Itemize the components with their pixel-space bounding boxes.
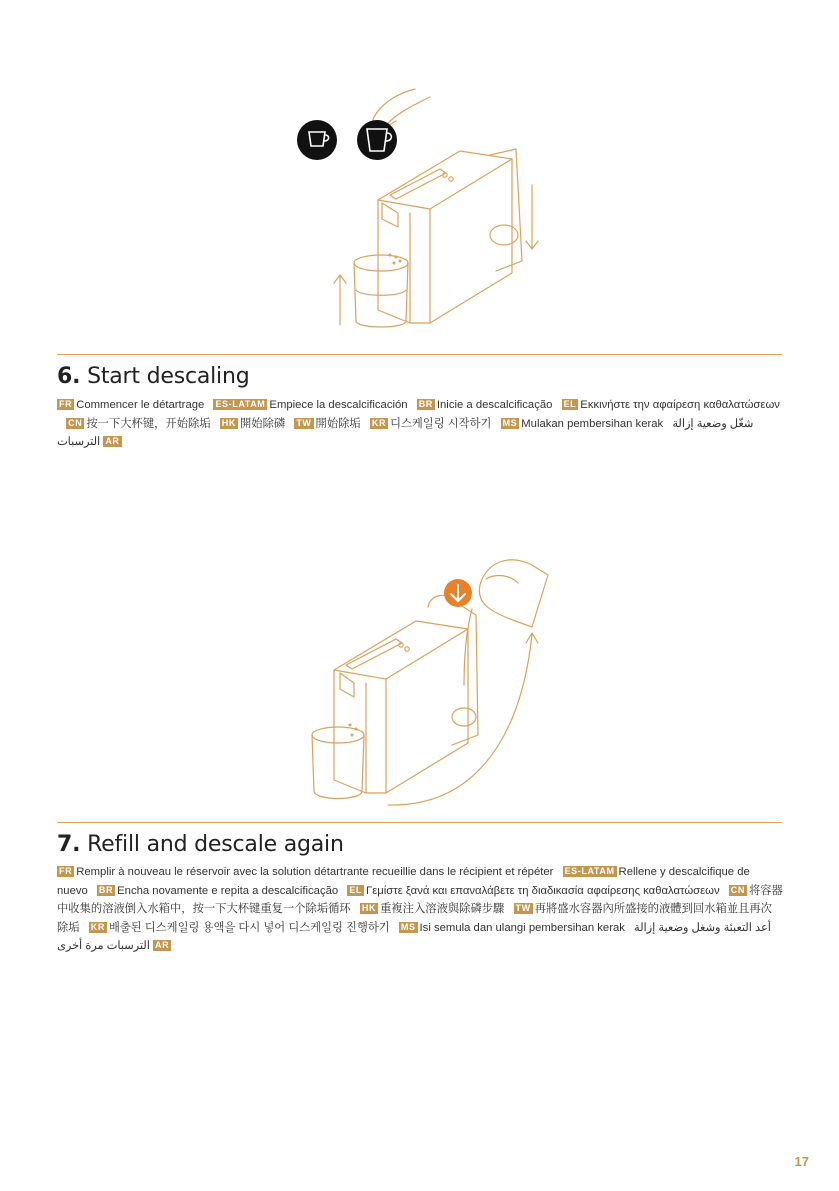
translation-text: Empiece la descalcificación (269, 399, 408, 411)
lang-tag-ms: MS (400, 921, 416, 932)
down-arrow-circle-icon (444, 579, 472, 607)
translation-text: 開始除垢 (315, 417, 361, 430)
espresso-cup-icon (297, 120, 337, 160)
translation-text: 按一下大杯键，开始除垢 (86, 417, 211, 430)
translation-text: 重複注入溶液與除磷步驟 (380, 903, 505, 916)
translation-text: 배출된 디스케일링 용액을 다시 넣어 디스케일링 진행하기 (108, 921, 390, 934)
step6-number: 6. (57, 364, 81, 389)
translation-text: 디스케일링 시작하기 (390, 417, 492, 430)
lang-tag-ar: AR (105, 436, 120, 447)
step7-translations (57, 863, 783, 956)
lang-tag-ms: MS (502, 417, 518, 428)
step7-illustration (300, 545, 560, 807)
step7-heading (57, 832, 344, 857)
lungo-cup-icon (357, 120, 397, 160)
lang-tag-ar: AR (155, 940, 170, 951)
translation-text: Isi semula dan ulangi pembersihan kerak (419, 921, 625, 934)
translation-text: Εκκινήστε την αφαίρεση καθαλατώσεων (580, 399, 780, 411)
page-number: 17 (794, 1154, 809, 1169)
lang-tag-es-latam: ES-LATAM (215, 399, 266, 409)
lang-tag-el: EL (563, 399, 577, 409)
translation-text: Commencer le détartrage (76, 399, 205, 411)
translation-text: Γεμίστε ξανά και επαναλάβετε τη διαδικασία αφαίρεσης καθαλατώσεων (366, 884, 720, 897)
lang-tag-es-latam: ES-LATAM (564, 866, 615, 876)
lang-tag-hk: HK (221, 417, 236, 428)
lang-tag-fr: FR (59, 866, 73, 876)
lang-tag-el: EL (349, 884, 363, 895)
translation-text: Encha novamente e repita a descalcificação (117, 884, 339, 897)
lang-tag-hk: HK (361, 903, 377, 914)
step6-heading (57, 364, 249, 389)
lang-tag-kr: KR (90, 921, 105, 932)
step6-divider (57, 354, 782, 355)
translation-text: 将容器中收集的溶液倒入水箱中，按一下大杯键重复一个除垢循环 (57, 884, 783, 916)
translation-text: Rellene y descalcifique de nuevo (57, 866, 750, 897)
translation-text-ar: أعد التعبئة وشغل وضعية إزالة الترسبات مرة أخرى (57, 921, 771, 953)
lang-tag-kr: KR (371, 417, 387, 428)
step7-title: Refill and descale again (87, 832, 344, 857)
step6-translations (57, 396, 783, 452)
step6-illustration (290, 85, 560, 335)
translation-text: 開始除磷 (239, 417, 286, 430)
translation-text-ar: شغّل وضعية إزالة الترسبات (57, 417, 754, 449)
lang-tag-tw: TW (515, 903, 531, 914)
lang-tag-tw: TW (296, 417, 312, 428)
lang-tag-br: BR (418, 399, 433, 409)
lang-tag-fr: FR (59, 399, 73, 409)
step7-divider (57, 822, 782, 823)
lang-tag-br: BR (98, 884, 114, 895)
step6-title: Start descaling (87, 364, 250, 389)
lang-tag-cn: CN (68, 417, 83, 428)
translation-text: Inicie a descalcificação (436, 399, 553, 411)
step7-number: 7. (57, 832, 81, 857)
lang-tag-cn: CN (730, 884, 745, 895)
translation-text: Mulakan pembersihan kerak (521, 417, 664, 430)
translation-text: 再將盛水容器內所盛接的液體到回水箱並且再次除垢 (57, 903, 772, 934)
translation-text: Remplir à nouveau le réservoir avec la solution détartrante recueillie dans le récipient et répéter (76, 866, 554, 878)
